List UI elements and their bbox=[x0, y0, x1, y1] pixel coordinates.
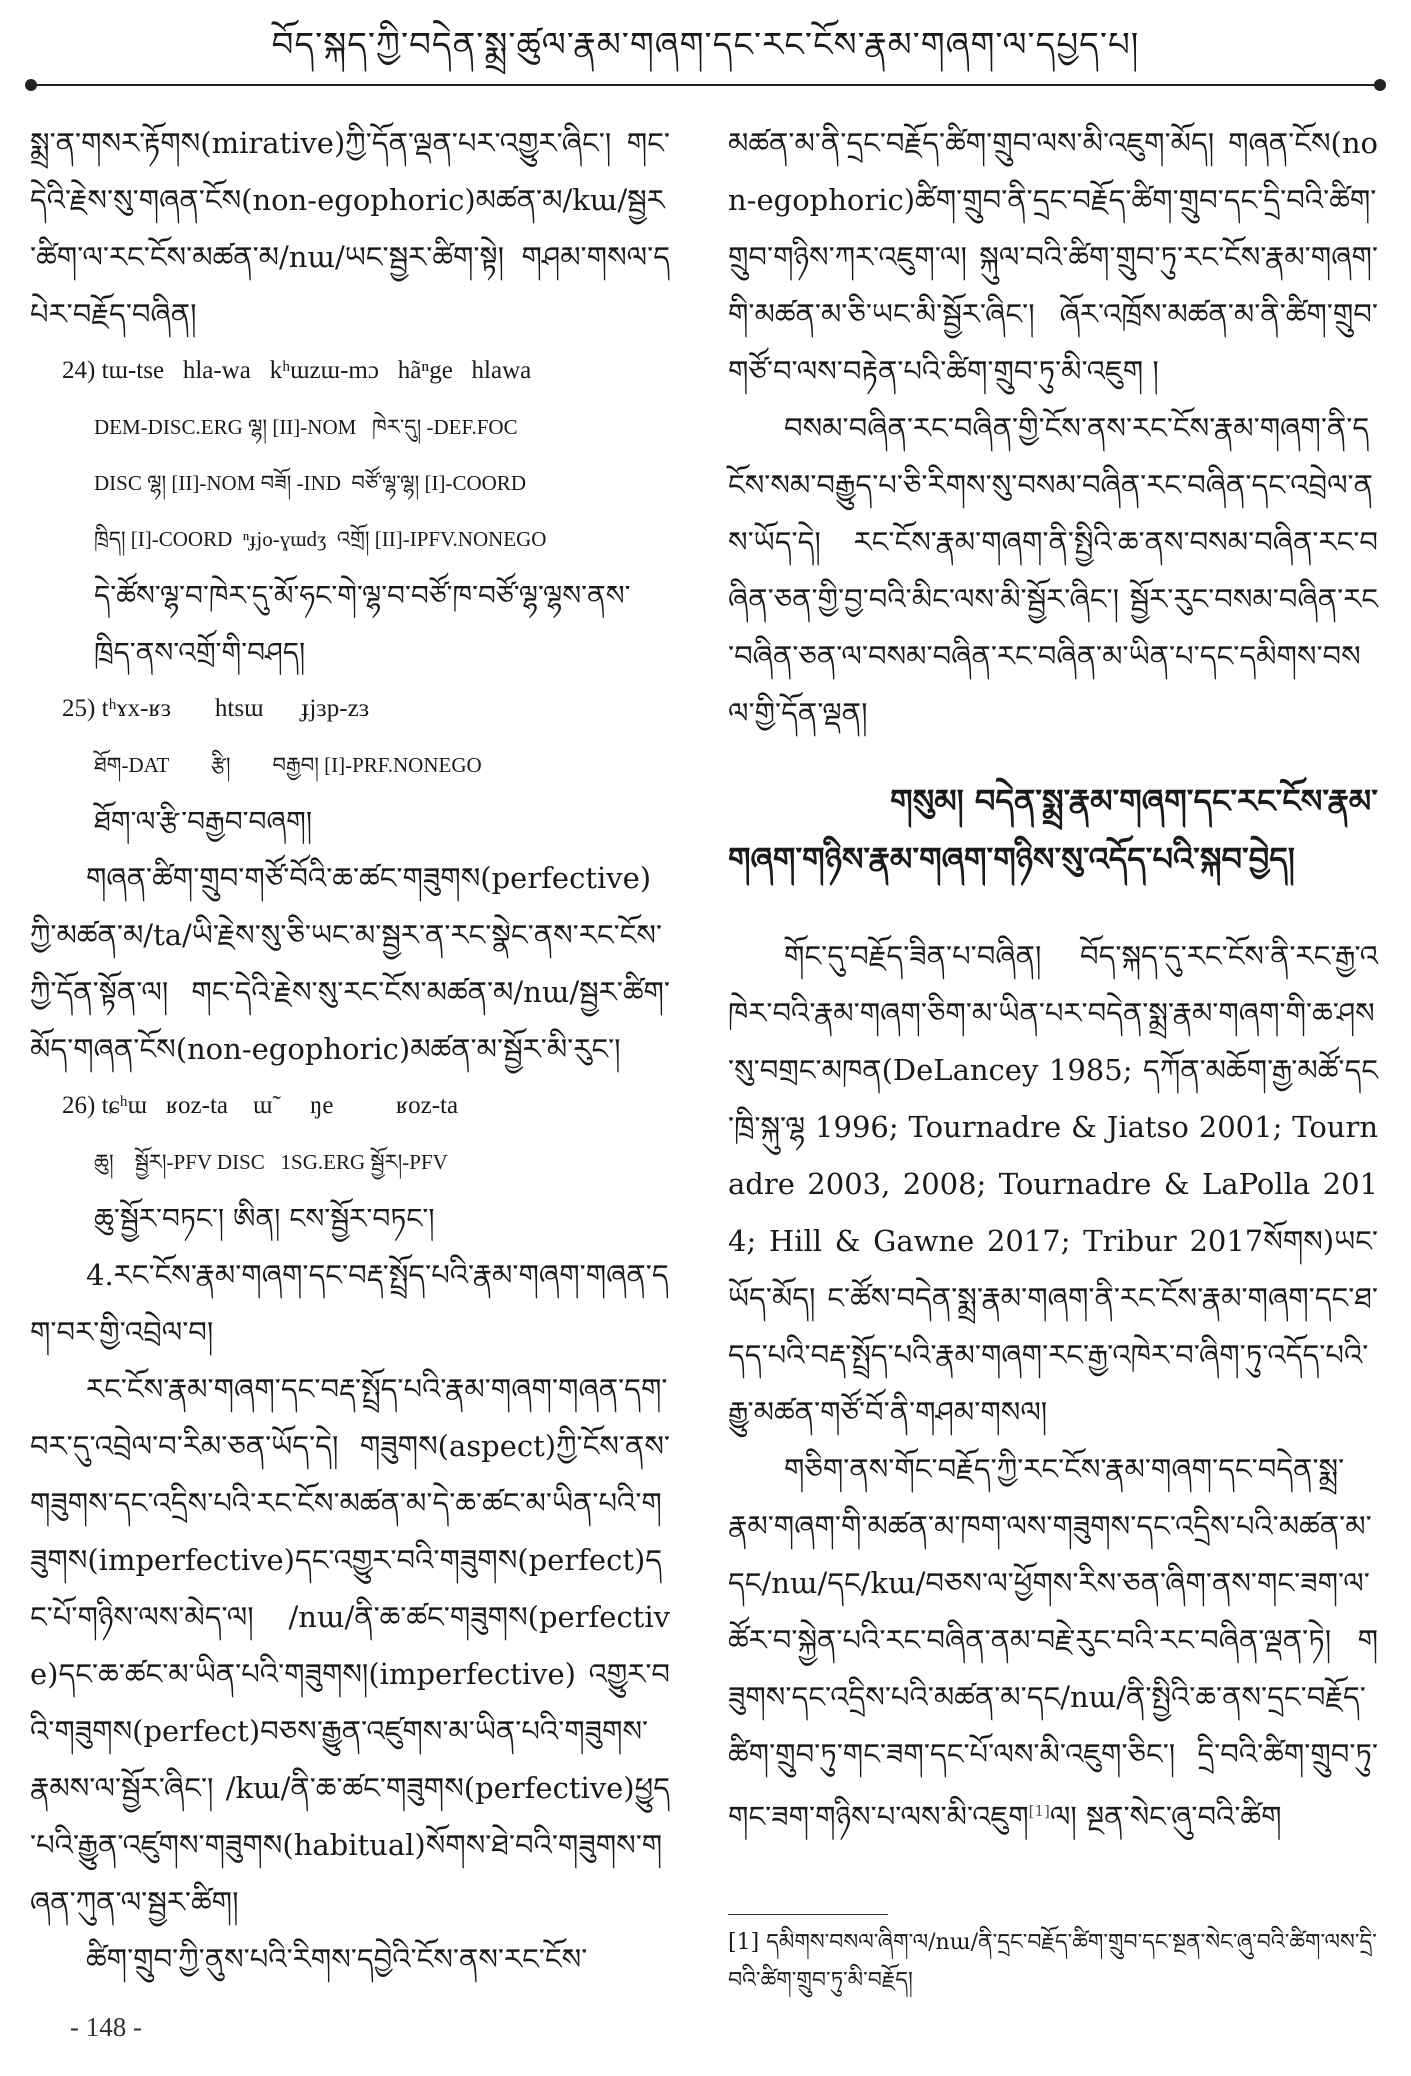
example-gloss: ཁྲིད། [I]-COORD ⁿɟjo-ɣɯdʒ འགྲོ། [II]-IPFV.NONEGO bbox=[94, 527, 547, 551]
example-translation: དེ་ཚོས་ལྷ་བ་ཁེར་དུ་མོ་ཧང་གེ་ལྷ་བ་བཙོ་ཁ་བཙོ་ལྷ་ལྷས་ནས་ bbox=[94, 579, 631, 612]
left-column bbox=[30, 115, 670, 1988]
section-subheading: 4.རང་ངོས་རྣམ་གཞག་དང་བརྡ་སྤྲོད་པའི་རྣམ་གཞག་གཞན་དག་བར་གྱི་འབྲེལ་བ། bbox=[30, 1258, 669, 1349]
paragraph bbox=[728, 1441, 1378, 1846]
example-translation: ཁྲིད་ནས་འགྲོ་གི་བཤད། bbox=[94, 636, 306, 669]
section-heading-line: གསུམ། བདེན་སྨྲ་རྣམ་གཞག་དང་རང་ངོས་རྣམ་ bbox=[890, 782, 1378, 820]
example-26 bbox=[30, 1078, 670, 1247]
footnote: [1] དམིགས་བསལ་ཞིག་ལ/nɯ/ནི་དྲང་བརྗོད་ཚིག་གྲུབ་དང་སྔན་སེང་ཞུ་བའི་ཚིག་ལས་དྲི་བའི་ཚིག་གྲུབ་ཏུ་མི་བརྗོད། bbox=[728, 1930, 1377, 1993]
paragraph-text: གཅིག་ནས་གོང་བརྗོད་ཀྱི་རང་ངོས་རྣམ་གཞག་དང་བདེན་སྨྲ་རྣམ་གཞག་གི་མཚན་མ་ཁག་ལས་གཟུགས་དང་འདྲིས་པའི་མཚན་མ་དང/nɯ/དང/kɯ/བཅས་ལ་ཕྱོགས་རིས་ཅན་ཞིག་ནས་གང་ཟག་ལ་ཚོར་བ་སྐྱེན་པའི་རང་བཞིན་ནམ་བརྗེ་རུང་བའི་རང་བཞིན་ལྡན་ཏེ། གཟུགས་དང་འདྲིས་པའི་མཚན་མ་དང/nɯ/ནི་སྤྱིའི་ཆ་ནས་དྲང་བརྗོད་ཚིག་གྲུབ་ཏུ་གང་ཟག་དང་པོ་ལས་མི་འཇུག་ཅིང་། དྲི་བའི་ཚིག་གྲུབ་ཏུ་གང་ཟག་གཉིས་པ་ལས་མི་འཇུག bbox=[728, 1452, 1378, 1834]
paragraph: བསམ་བཞིན་རང་བཞིན་གྱི་ངོས་ནས་རང་ངོས་རྣམ་གཞག་ནི་དངོས་སམ་བརྒྱུད་པ་ཅི་རིགས་སུ་བསམ་བཞིན་རང་བཞིན་དང་འབྲེལ་ནས་ཡོད་དེ། རང་ངོས་རྣམ་གཞག་ནི་སྤྱིའི་ཆ་ནས་བསམ་བཞིན་རང་བཞིན་ཅན་གྱི་བྱ་བའི་མིང་ལས་མི་སྦྱོར་ཞིང་། སྦྱོར་རུང་བསམ་བཞིན་རང་བཞིན་ཅན་ལ་བསམ་བཞིན་རང་བཞིན་མ་ཡིན་པ་དང་དམིགས་བསལ་གྱི་དོན་ལྡན། bbox=[728, 411, 1378, 730]
section-heading-line: གཞག་གཉིས་རྣམ་གཞག་གཉིས་སུ་འདོད་པའི་སྐབ་བྱེད། bbox=[728, 840, 1295, 878]
example-gloss: ཆུ། སྦྱོར།-PFV DISC 1SG.ERG སྦྱོར།-PFV bbox=[94, 1150, 448, 1174]
section-heading bbox=[728, 772, 1378, 888]
footnote-rule bbox=[728, 1914, 888, 1915]
paragraph-text: ལ། སྔན་སེང་ཞུ་བའི་ཚིག bbox=[1049, 1799, 1282, 1834]
example-25 bbox=[30, 681, 670, 850]
example-translation: ཐོག་ལ་རྩི་བརྒྱབ་བཞག། bbox=[94, 805, 313, 838]
paragraph: གཞན་ཚིག་གྲུབ་གཙོ་བོའི་ཆ་ཚང་གཟུགས(perfective)ཀྱི་མཚན་མ/ta/ཡི་རྗེས་སུ་ཅི་ཡང་མ་སྦྱར་ན་རང་སྣེང་ནས་རང་ངོས་ཀྱི་དོན་སྟོན་ལ། གང་དེའི་རྗེས་སུ་རང་ངོས་མཚན་མ/nɯ/སྦྱར་ཚིག་མོད་གཞན་ངོས(non-egophoric)མཚན་མ་སྦྱོར་མི་རུང་། bbox=[30, 861, 670, 1066]
footnote-reference[interactable]: [1] bbox=[1028, 1802, 1050, 1820]
header-rule-dot-right bbox=[1374, 79, 1386, 91]
example-gloss: ཐོག-DAT རྩི། བརྒྱབ། [I]-PRF.NONEGO bbox=[94, 753, 482, 777]
paragraph: སྨྲ་ན་གསར་རྟོགས(mirative)ཀྱི་དོན་ལྡན་པར་འགྱུར་ཞིང་། གང་དེའི་རྗེས་སུ་གཞན་ངོས(non-egophoric)མཚན་མ/kɯ/སྦྱར་ཚིག་ལ་རང་ངོས་མཚན་མ/nɯ/ཡང་སྦྱར་ཚིག་སྟེ། གཤམ་གསལ་དཔེར་བརྗོད་བཞིན། bbox=[30, 126, 670, 331]
right-column bbox=[728, 115, 1378, 1846]
example-gloss: DISC ལྷ། [II]-NOM བཟོ། -IND བཙོ་ལྷ་ལྷ། [I]-COORD bbox=[94, 471, 526, 495]
paragraph: རང་ངོས་རྣམ་གཞག་དང་བརྡ་སྤྲོད་པའི་རྣམ་གཞག་གཞན་དག་བར་དུ་འབྲེལ་བ་རིམ་ཅན་ཡོད་དེ། གཟུགས(aspect)ཀྱི་ངོས་ནས་གཟུགས་དང་འདྲིས་པའི་རང་ངོས་མཚན་མ་དེ་ཆ་ཚང་མ་ཡིན་པའི་གཟུགས(imperfective)དང་འགྱུར་བའི་གཟུགས(perfect)དང་པོ་གཉིས་ལས་མེད་ལ། /nɯ/ནི་ཆ་ཚང་གཟུགས(perfective)དང་ཆ་ཚང་མ་ཡིན་པའི་གཟུགས།(imperfective) འགྱུར་བའི་གཟུགས(perfect)བཅས་རྒྱུན་འཛུགས་མ་ཡིན་པའི་གཟུགས་རྣམས་ལ་སྦྱོར་ཞིང་། /kɯ/ནི་ཆ་ཚང་གཟུགས(perfective)ཕྱུད་པའི་རྒྱུན་འཛུགས་གཟུགས(habitual)སོགས་ཐེ་བའི་གཟུགས་གཞན་ཀུན་ལ་སྦྱར་ཚིག། bbox=[30, 1372, 670, 1919]
header-rule-dot-left bbox=[25, 79, 37, 91]
example-line: 26) tɕʰɯ ʁoz-ta ɯ̃ ŋe ʁoz-ta bbox=[62, 1092, 459, 1119]
example-line: 24) tɯ-tse hla-wa kʰɯzɯ-mɔ hãⁿge hlawa bbox=[62, 357, 532, 384]
example-24 bbox=[30, 343, 670, 681]
example-gloss: DEM-DISC.ERG ལྷ། [II]-NOM ཁེར་དུ། -DEF.FOC bbox=[94, 415, 518, 439]
paragraph: མཚན་མ་ནི་དྲང་བརྗོད་ཚིག་གྲུབ་ལས་མི་འཇུག་མོད། གཞན་ངོས(non-egophoric)ཚིག་གྲུབ་ནི་དྲང་བརྗོད་ཚིག་གྲུབ་དང་དྲི་བའི་ཚིག་གྲུབ་གཉིས་ཀར་འཇུག་ལ། སྐུལ་བའི་ཚིག་གྲུབ་ཏུ་རང་ངོས་རྣམ་གཞག་གི་མཚན་མ་ཅི་ཡང་མི་སྦྱོར་ཞིང་། ཞོར་འཁྲོས་མཚན་མ་ནི་ཚིག་གྲུབ་གཙོ་བ་ལས་བརྟེན་པའི་ཚིག་གྲུབ་ཏུ་མི་འཇུག ། bbox=[728, 126, 1378, 388]
page-number: - 148 - bbox=[70, 2012, 142, 2042]
running-header: བོད་སྐད་ཀྱི་བདེན་སྨྲ་ཚུལ་རྣམ་གཞག་དང་རང་ངོས་རྣམ་གཞག་ལ་དཔྱད་པ། bbox=[271, 25, 1140, 65]
paragraph: ཚིག་གྲུབ་ཀྱི་ནུས་པའི་རིགས་དབྱེའི་ངོས་ནས་རང་ངོས་ bbox=[86, 1942, 588, 1976]
header-rule bbox=[30, 84, 1380, 86]
example-line: 25) tʰɤx-ʁɜ htsɯ ɟjɜp-zɜ bbox=[62, 695, 370, 722]
paragraph: གོང་དུ་བརྗོད་ཟིན་པ་བཞིན། བོད་སྐད་དུ་རང་ངོས་ནི་རང་རྒྱ་འཁེར་བའི་རྣམ་གཞག་ཅིག་མ་ཡིན་པར་བདེན་སྨྲ་རྣམ་གཞག་གི་ཆ་ཤས་སུ་བགྲང་མཁན(DeLancey 1985; དཀོན་མཆོག་རྒྱ་མཚོ་དང་ཁྲི་སྐུ་ལྷ 1996; Tournadre & Jiatso 2001; Tournadre 2003, 2008; Tournadre & LaPolla 2014; Hill & Gawne 2017; Tribur 2017སོགས)ཡང་ཡོད་མོད། ང་ཚོས་བདེན་སྨྲ་རྣམ་གཞག་ནི་རང་ངོས་རྣམ་གཞག་དང་ཐ་དད་པའི་བརྡ་སྤྲོད་པའི་རྣམ་གཞག་རང་རྒྱ་འཁེར་བ་ཞིག་ཏུ་འདོད་པའི་རྒྱུ་མཚན་གཙོ་བོ་ནི་གཤམ་གསལ། bbox=[728, 939, 1378, 1429]
example-translation: ཆུ་སྦྱོར་བཏང་། ཨིན། ངས་སྦྱོར་བཏང་། bbox=[94, 1202, 435, 1235]
